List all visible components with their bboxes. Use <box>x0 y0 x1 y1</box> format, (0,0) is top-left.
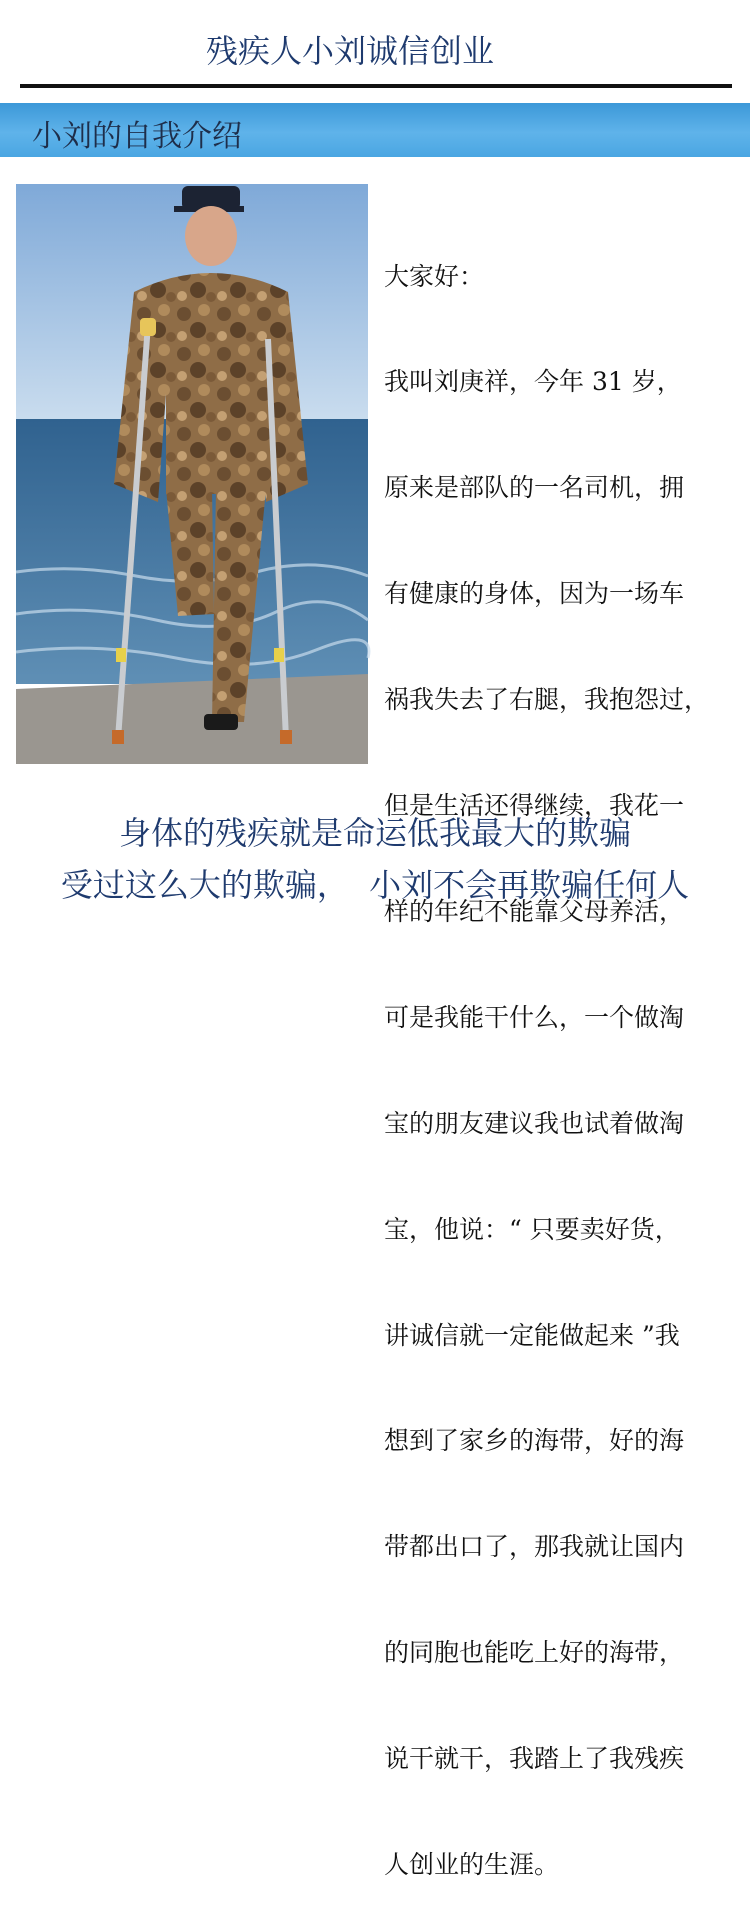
intro-line-2: 我叫刘庚祥，今年 31 岁， <box>384 367 682 397</box>
crutch-tip-left <box>112 730 124 744</box>
intro-line-10: 宝，他说：“ 只要卖好货， <box>384 1214 680 1244</box>
slogan-line-2: 受过这么大的欺骗， 小刘不会再欺骗任何人 <box>60 866 690 904</box>
section-title: 小刘的自我介绍 <box>32 119 242 154</box>
intro-text <box>384 188 746 1918</box>
title-rule <box>20 84 732 88</box>
intro-line-15: 说干就干，我踏上了我残疾 <box>384 1744 685 1774</box>
intro-line-11: 讲诚信就一定能做起来 ”我 <box>384 1320 680 1350</box>
intro-line-8: 可是我能干什么，一个做淘 <box>384 1002 685 1032</box>
intro-line-6: 但是生活还得继续，我花一 <box>384 791 685 821</box>
intro-line-12: 想到了家乡的海带，好的海 <box>384 1426 685 1456</box>
intro-line-4: 有健康的身体，因为一场车 <box>384 579 685 609</box>
intro-line-14: 的同胞也能吃上好的海带， <box>384 1638 685 1668</box>
intro-line-3: 原来是部队的一名司机，拥 <box>384 473 685 503</box>
crutch-grip-left <box>140 318 156 336</box>
veteran-photo <box>16 184 368 764</box>
pier <box>16 674 368 764</box>
intro-line-13: 带都出口了，那我就让国内 <box>384 1532 685 1562</box>
intro-line-16: 人创业的生涯。 <box>384 1849 560 1879</box>
intro-line-7: 样的年纪不能靠父母养活， <box>384 896 685 926</box>
intro-line-9: 宝的朋友建议我也试着做淘 <box>384 1108 685 1138</box>
slogan-line-1: 身体的残疾就是命运低我最大的欺骗 <box>118 814 631 852</box>
intro-line-1: 大家好： <box>384 261 485 291</box>
page-title: 残疾人小刘诚信创业 <box>205 32 494 70</box>
crutch-tip-right <box>280 730 292 744</box>
crutch-band-left <box>116 648 126 662</box>
crutch-band-right <box>274 648 284 662</box>
intro-line-5: 祸我失去了右腿，我抱怨过， <box>384 685 710 715</box>
section-banner <box>0 103 750 157</box>
